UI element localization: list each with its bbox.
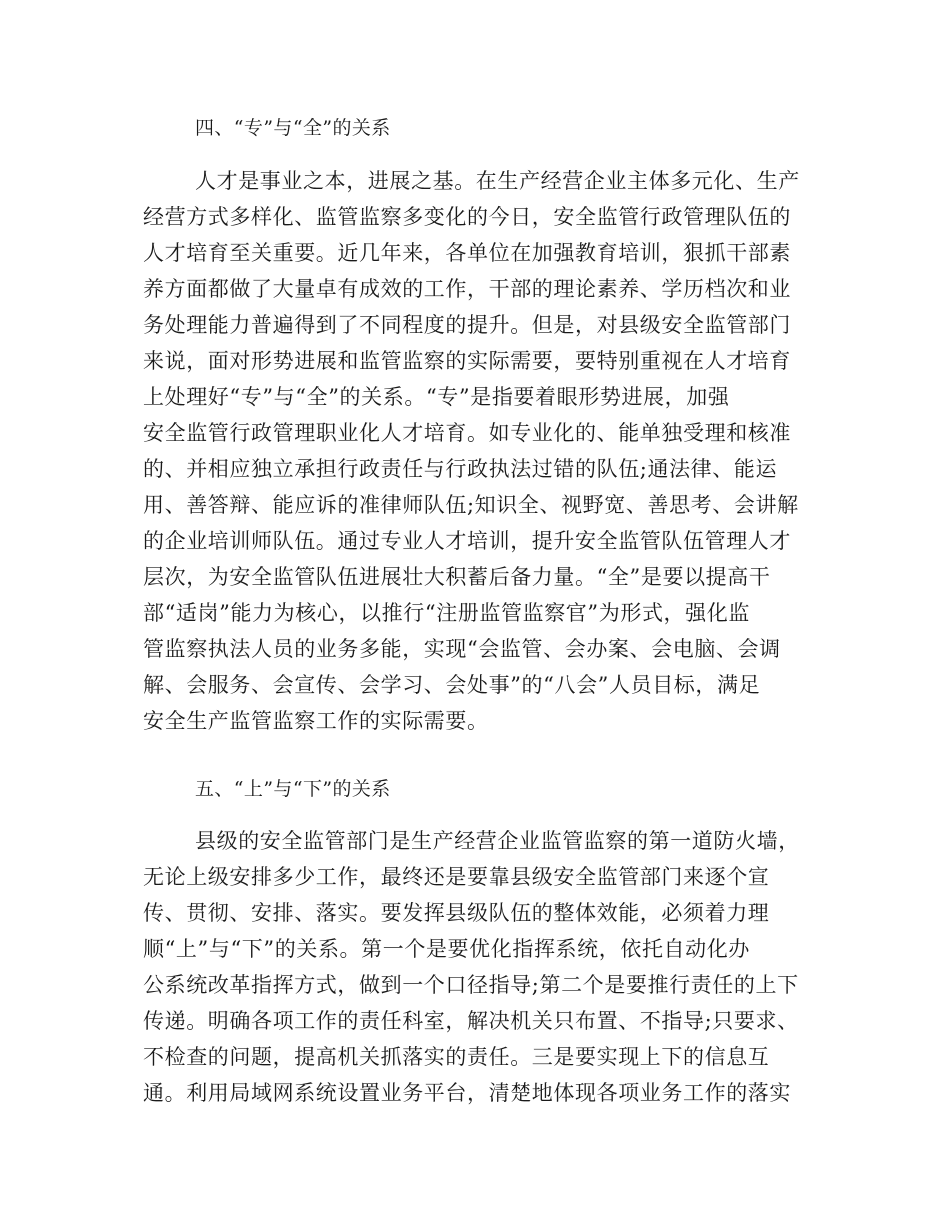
paragraph-line: 不检查的问题，提高机关抓落实的责任。三是要实现上下的信息互 — [143, 1045, 770, 1069]
paragraph-line: 务处理能力普遍得到了不同程度的提升。但是，对县级安全监管部门 — [143, 313, 791, 337]
paragraph-line: 顺“上”与“下”的关系。第一个是要优化指挥系统，依托自动化办 — [143, 937, 750, 961]
paragraph-line: 解、会服务、会宣传、会学习、会处事”的“八会”人员目标，满足 — [143, 673, 761, 697]
paragraph-line: 经营方式多样化、监管监察多变化的今日，安全监管行政管理队伍的 — [143, 205, 791, 229]
paragraph-line: 安全生产监管监察工作的实际需要。 — [143, 709, 489, 733]
paragraph-line: 用、善答辩、能应诉的准律师队伍;知识全、视野宽、善思考、会讲解 — [143, 493, 799, 517]
paragraph-line: 的企业培训师队伍。通过专业人才培训，提升安全监管队伍管理人才 — [143, 529, 791, 553]
paragraph-line: 人才是事业之本，进展之基。在生产经营企业主体多元化、生产 — [195, 169, 800, 193]
paragraph-line: 无论上级安排多少工作，最终还是要靠县级安全监管部门来逐个宣 — [143, 865, 770, 889]
paragraph-line: 安全监管行政管理职业化人才培育。如专业化的、能单独受理和核准 — [143, 421, 791, 445]
paragraph-line: 通。利用局域网系统设置业务平台，清楚地体现各项业务工作的落实 — [143, 1081, 791, 1105]
paragraph-line: 养方面都做了大量卓有成效的工作，干部的理论素养、学历档次和业 — [143, 277, 791, 301]
paragraph-line: 传递。明确各项工作的责任科室，解决机关只布置、不指导;只要求、 — [143, 1009, 799, 1033]
paragraph-line: 层次，为安全监管队伍进展壮大积蓄后备力量。“全”是要以提高干 — [143, 565, 771, 589]
paragraph-line: 公系统改革指挥方式，做到一个口径指导;第二个是要推行责任的上下 — [143, 973, 799, 997]
paragraph-line: 管监察执法人员的业务多能，实现“会监管、会办案、会电脑、会调 — [143, 637, 781, 661]
paragraph-line: 人才培育至关重要。近几年来，各单位在加强教育培训，狠抓干部素 — [143, 241, 791, 265]
paragraph-line: 县级的安全监管部门是生产经营企业监管监察的第一道防火墙， — [195, 829, 800, 853]
section-4-heading: 四、“专”与“全”的关系 — [195, 117, 391, 139]
paragraph-line: 部“适岗”能力为核心，以推行“注册监管监察官”为形式，强化监 — [143, 601, 750, 625]
paragraph-line: 的、并相应独立承担行政责任与行政执法过错的队伍;通法律、能运 — [143, 457, 778, 481]
paragraph-line: 传、贯彻、安排、落实。要发挥县级队伍的整体效能，必须着力理 — [143, 901, 770, 925]
section-5-heading: 五、“上”与“下”的关系 — [195, 778, 391, 800]
paragraph-line: 来说，面对形势进展和监管监察的实际需要，要特别重视在人才培育 — [143, 349, 791, 373]
paragraph-line: 上处理好“专”与“全”的关系。“专”是指要着眼形势进展，加强 — [143, 385, 730, 409]
